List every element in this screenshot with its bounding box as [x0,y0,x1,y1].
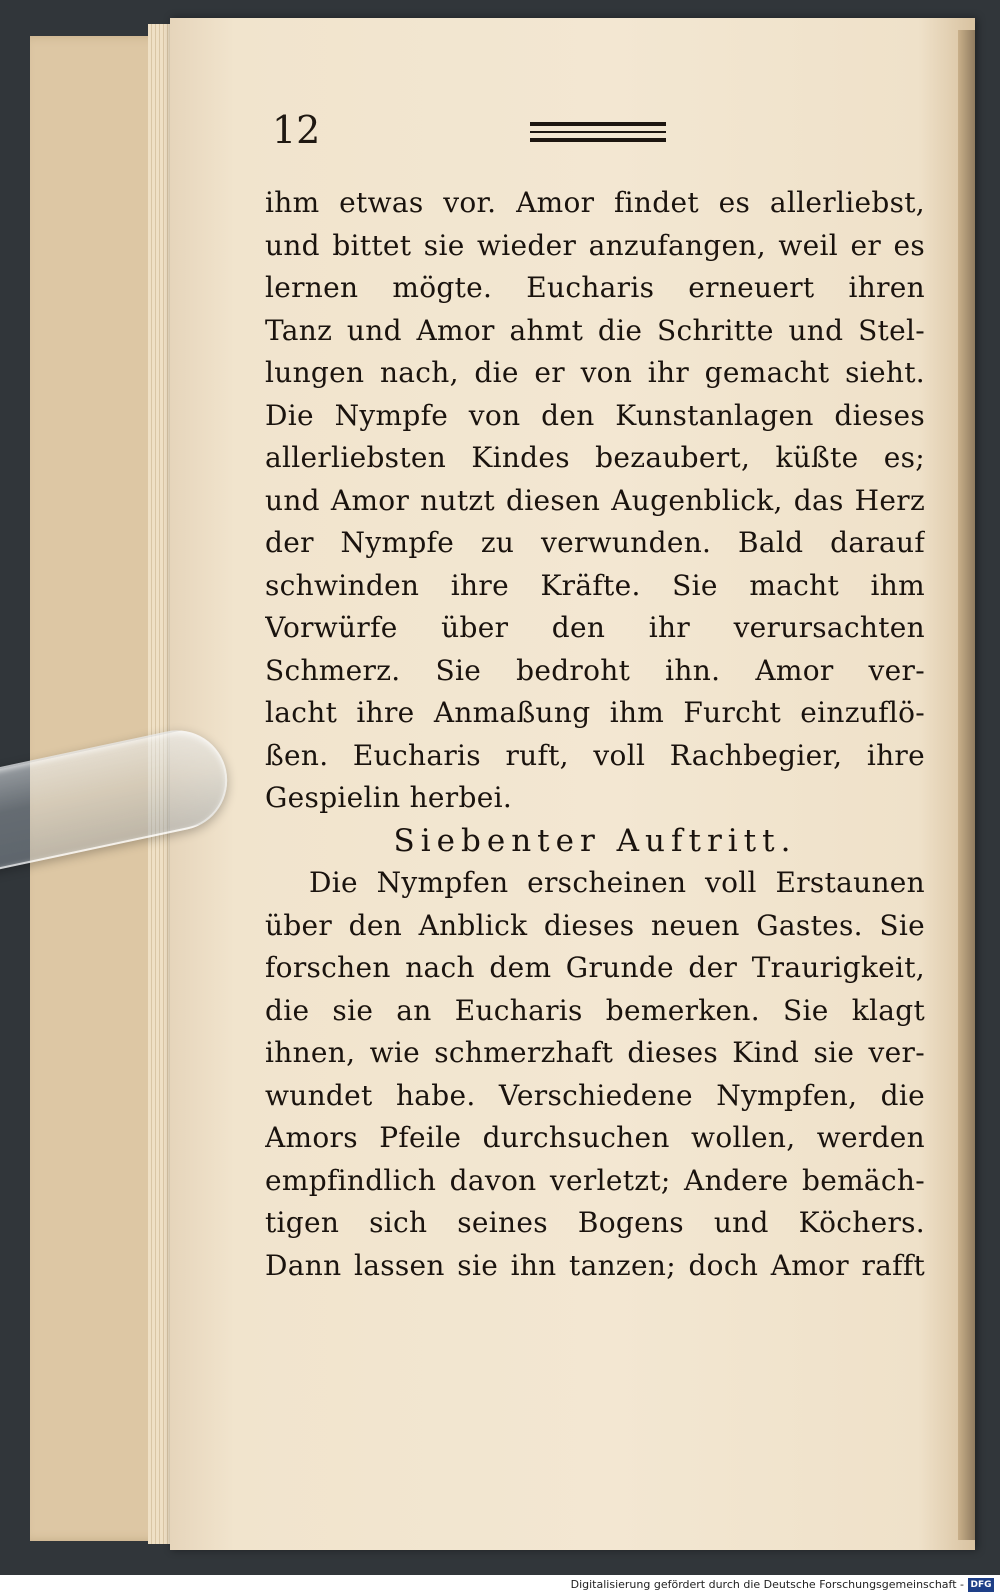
scene-heading: Siebenter Auftritt. [393,822,797,859]
text-line: wundet habe. Verschiedene Nympfen, die [265,1078,925,1112]
header-ornament-rule [530,122,666,142]
text-line: lernen mögte. Eucharis erneuert ihren [265,271,925,304]
text-line: und Amor nutzt diesen Augenblick, das Herz [265,483,925,517]
text-line: allerliebsten Kindes bezaubert, küßte es; [265,441,925,474]
text-line: Die Nympfen erscheinen voll Erstaunen [309,866,925,899]
text-line: ihnen, wie schmerzhaft dieses Kind sie ver- [265,1036,925,1069]
text-line: lungen nach, die er von ihr gemacht sieht. [265,356,925,389]
text-line: ihm etwas vor. Amor findet es allerliebst, [265,186,925,219]
text-line: forschen nach dem Grunde der Traurigkeit, [265,951,925,984]
text-line: lacht ihre Anmaßung ihm Furcht einzuflö- [265,696,925,729]
text-line: ßen. Eucharis ruft, voll Rachbegier, ihre [265,738,925,772]
text-line: Amors Pfeile durchsuchen wollen, werden [265,1121,925,1154]
text-line: Vorwürfe über den ihr verursachten [265,611,925,644]
footer-bar [0,1575,1000,1595]
text-line: Schmerz. Sie bedroht ihn. Amor ver- [265,653,925,687]
text-line: über den Anblick dieses neuen Gastes. Sie [265,908,925,942]
page-number: 12 [272,108,321,152]
footer-credit: Digitalisierung gefördert durch die Deutsche Forschungsgemeinschaft - [570,1578,964,1591]
text-line: Dann lassen sie ihn tanzen; doch Amor rafft [265,1248,925,1282]
text-line: tigen sich seines Bogens und Köchers. [265,1206,925,1239]
page-text [265,182,925,1287]
text-line: und bittet sie wieder anzufangen, weil er es [265,228,925,262]
page-right-edge [958,30,975,1540]
dfg-logo: DFG [968,1578,994,1592]
text-line: Die Nympfe von den Kunstanlagen dieses [265,398,925,432]
text-line: die sie an Eucharis bemerken. Sie klagt [265,993,925,1027]
text-line: Gespielin herbei. [265,781,513,814]
page-header [272,108,922,158]
text-line: Tanz und Amor ahmt die Schritte und Stel- [265,313,925,347]
text-line: empfindlich davon verletzt; Andere bemäch- [265,1163,925,1197]
text-line: der Nympfe zu verwunden. Bald darauf [265,526,925,559]
text-line: schwinden ihre Kräfte. Sie macht ihm [265,568,925,602]
